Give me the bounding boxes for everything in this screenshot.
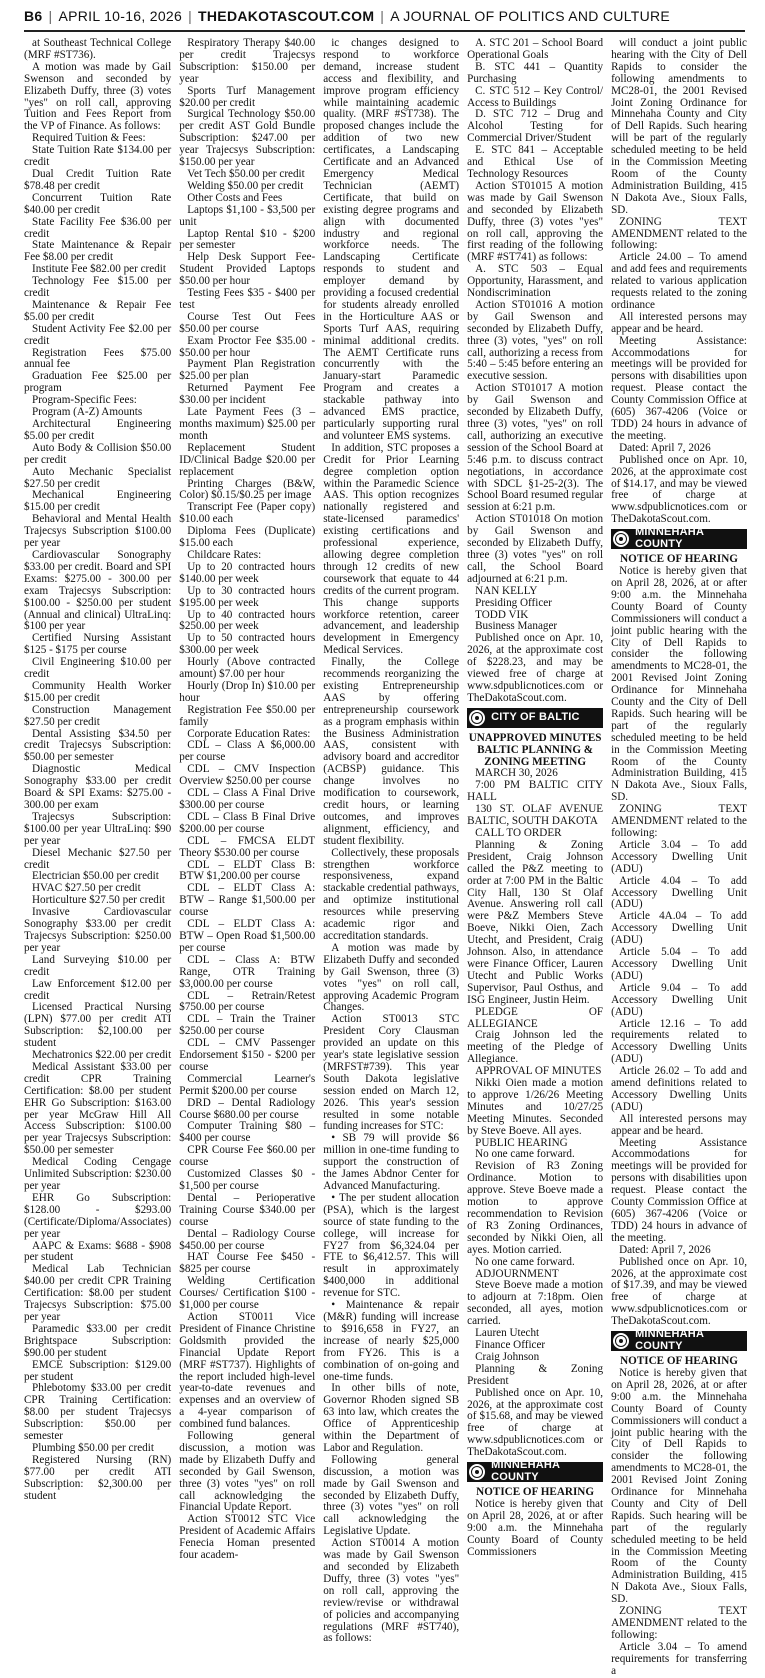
paragraph: No one came forward. [475, 1255, 575, 1268]
paragraph: Laptop Rental $10 - $200 per semester [179, 227, 316, 252]
paragraph: AAPC & Exams: $688 - $908 per student [24, 1239, 172, 1264]
paragraph: Notice is hereby given that on April 28, 2026, at or after 9:00 a.m. the Minnehaha County Board of County Commissioners will conduct a joint public hearing with the City of Dell Rapids to consider the following amendments to MC28-01, the 2001 Revised Joint Zoning Ordinance for Minnehaha County and City of Dell Rapids. Such hearing will be part of the regularly scheduled meeting to be held in the Commission Meeting Room of the County Administration Building, 415 N Dakota Ave., Sioux Falls, SD. [611, 1366, 747, 1606]
paragraph: at Southeast Technical College (MRF #ST736). [24, 37, 172, 61]
banner-label: CITY OF BALTIC [491, 710, 580, 723]
paragraph: D. STC 712 – Drug and Alcohol Testing for Commercial Driver/Student [467, 108, 604, 145]
paragraph: CDL – Retrain/Retest $750.00 per course [179, 989, 316, 1014]
paragraph: Customized Classes $0 - $1,500 per course [179, 1168, 316, 1192]
paragraph: Electrician $50.00 per credit [32, 870, 159, 883]
paragraph: NAN KELLY [475, 584, 538, 597]
paragraph: CDL – CMV Passenger Endorsement $150 - $200 per course [179, 1037, 316, 1073]
county-seal-icon [611, 529, 631, 549]
stc-minutes-end [467, 38, 603, 705]
paragraph: No one came forward. [475, 1148, 575, 1161]
paragraph: Student Activity Fee $2.00 per credit [24, 322, 172, 347]
paragraph: Printing Charges (B&W, Color) $0.15/$0.25 per image [179, 477, 316, 502]
paragraph: Nikki Oien made a motion to approve 1/26/26 Meeting Minutes and 10/27/25 Meeting Minutes. Seconded by Steve Boeve. All ayes. [467, 1077, 604, 1137]
paragraph: Maintenance & Repair Fee $5.00 per credit [24, 298, 172, 323]
site-name[interactable]: THEDAKOTASCOUT.COM [198, 8, 375, 24]
paragraph: Action ST0014 A motion was made by Gail Swenson and seconded by Elizabeth Duffy, three (3) votes "yes" on roll call, approving the review/revise or withdrawal of policies and accompanying regulations (MRF #ST740), as follows: [323, 1537, 460, 1645]
paragraph: Corporate Education Rates: [187, 727, 311, 740]
notice-body [611, 566, 747, 1328]
paragraph: Invasive Cardiovascular Sonography $33.00 per credit Trajecsys Subscription: $250.00 per year [24, 906, 172, 954]
paragraph: Action ST01018 On motion by Gail Swenson and seconded by Elizabeth Duffy, three (3) votes "yes" on roll call, the School Board adjourned at 6:21 p.m. [467, 513, 604, 585]
paragraph: Commercial Learner's Permit $200.00 per course [179, 1072, 316, 1097]
paragraph: Program-Specific Fees: [32, 394, 137, 407]
paragraph: Following general discussion, a motion was made by Elizabeth Duffy and seconded by Gail Swenson, three (3) votes "yes" on roll call acknowledging the Financial Update Report. [179, 1430, 316, 1514]
paragraph: Trajecsys Subscription: $100.00 per year UltraLinq: $90 per year [24, 810, 172, 847]
paragraph: HAT Course Fee $450 - $825 per course [179, 1251, 316, 1276]
paragraph: CALL TO ORDER [475, 827, 562, 839]
paragraph: Article 4A.04 – To add Accessory Dwelling Unit (ADU) [611, 910, 747, 947]
paragraph: Hourly (Above contracted amount) $7.00 per hour [179, 656, 316, 681]
paragraph: Construction Management $27.50 per credit [24, 703, 172, 728]
paragraph: C. STC 512 – Key Control/ Access to Buildings [467, 84, 604, 109]
paragraph: Steve Boeve made a motion to adjourn at 7:18pm. Oien seconded, all ayes, motion carried. [467, 1279, 604, 1328]
paragraph: Behavioral and Mental Health Trajecsys Subscription $100.00 per year [24, 513, 172, 550]
paragraph: MARCH 30, 2026 [475, 767, 558, 780]
paragraph: Paramedic $33.00 per credit Brightspace Subscription: $90.00 per student [24, 1322, 172, 1359]
paragraph: Dental – Radiology Course $450.00 per course [179, 1227, 316, 1252]
paragraph: Certified Nursing Assistant $125 - $175 per course [24, 632, 172, 657]
column-5 [611, 37, 747, 1677]
paragraph: Dental – Perioperative Training Course $340.00 per course [179, 1191, 316, 1228]
paragraph: Presiding Officer [475, 596, 552, 609]
paragraph: CDL – Class A $6,000.00 per course [179, 739, 316, 764]
paragraph: Revision of R3 Zoning Ordinance. Motion to approve. Steve Boeve made a motion to approve recommendation to Revision of R3 Zoning Ordinances, seconded by Nikki Oien, all ayes. Motion carried. [467, 1160, 604, 1256]
paragraph: Medical Lab Technician $40.00 per credit CPR Training Certification: $8.00 per student Trajecsys Subscription: $75.00 per year [24, 1263, 172, 1323]
paragraph: Computer Training $80 – $400 per course [179, 1120, 316, 1145]
paragraph: Surgical Technology $50.00 per credit AST Gold Bundle Subscription: $247.00 per year Trajecsys Subscription: $150.00 per year [179, 108, 316, 169]
paragraph: Craig Johnson [475, 1350, 540, 1363]
minnehaha-county-banner [611, 526, 747, 551]
public-notices [24, 37, 747, 1677]
paragraph: Other Costs and Fees [187, 191, 283, 204]
paragraph: Up to 40 contracted hours $250.00 per week [179, 608, 316, 633]
paragraph: Replacement Student ID/Clinical Badge $20.00 per replacement [179, 441, 316, 478]
paragraph: Community Health Worker $15.00 per credit [24, 679, 172, 704]
paragraph: Technology Fee $15.00 per credit [24, 275, 172, 300]
column-4 [467, 37, 604, 1558]
paragraph: All interested persons may appear and be heard. [611, 1112, 747, 1137]
paragraph: Childcare Rates: [187, 548, 262, 561]
paragraph: Up to 20 contracted hours $140.00 per week [179, 560, 316, 585]
paragraph: Action ST0011 Vice President of Finance Christine Goldsmith provided the Financial Update Report (MRF #ST737). Highlights of the report included high-level year-to-date revenues and expenses and an overview of a 4-year comparison of combined fund balances. [179, 1310, 316, 1431]
paragraph: Law Enforcement $12.00 per credit [24, 977, 172, 1002]
paragraph: CDL – Class A: BTW Range, OTR Training $3,000.00 per course [179, 953, 316, 990]
paragraph: Welding Certification Courses/ Certification $100 - $1,000 per course [179, 1275, 316, 1312]
notice-body [611, 1368, 747, 1678]
paragraph: Course Test Out Fees $50.00 per course [179, 310, 316, 335]
paragraph: Meeting Assistance Accommodations for meetings will be provided for persons with disabilities upon request. Please contact the County Commission Office at (605) 367-4206 (Voice or TDD) 24 hours in advance of the meeting. [611, 1136, 747, 1244]
paragraph: Registration Fees $75.00 annual fee [24, 346, 172, 371]
paragraph: Mechatronics $22.00 per credit [32, 1049, 172, 1062]
paragraph: Vet Tech $50.00 per credit [187, 167, 305, 180]
paragraph: Action ST01017 A motion by Gail Swenson and seconded by Elizabeth Duffy, three (3) votes, "yes" on roll call, authorizing an executive session of the School Board at 5:46 p.m. to discuss contract negotiations, in accordance with SDCL §1-25-2(3). The School Board resumed regular session at 6:21 p.m. [467, 382, 604, 514]
baltic-minutes-body [467, 768, 603, 1459]
paragraph: Collectively, these proposals strengthen workforce responsiveness, expand stackable credential pathways, and optimize institutional resources while preserving academic rigor and accreditation standards. [323, 846, 460, 942]
paragraph: Published once on Apr. 10, 2026, at the approximate cost of $14.17, and may be viewed free of charge at www.sdpublicnotices.com or TheDakotaScout.com. [611, 453, 747, 526]
banner-label: MINNEHAHA COUNTY [635, 1328, 705, 1353]
paragraph: Late Payment Fees (3 – months maximum) $25.00 per month [179, 406, 316, 442]
paragraph: HVAC $27.50 per credit [32, 882, 141, 895]
paragraph: Registered Nursing (RN) $77.00 per credit ATI Subscription: $2,300.00 per student [24, 1453, 172, 1502]
paragraph: Auto Mechanic Specialist $27.50 per credit [24, 465, 172, 490]
paragraph: Medical Assistant $33.00 per credit CPR Training Certification: $8.00 per student EHR Go Subscription: $163.00 per year McGraw Hill All Access Subscription: $100.00 per year Trajecsys Subscription: $50.00 per semester [24, 1060, 172, 1157]
paragraph: Up to 50 contracted hours $300.00 per week [179, 632, 316, 657]
paragraph: Sports Turf Management $20.00 per credit [179, 84, 316, 109]
paragraph: Planning & Zoning President [467, 1362, 604, 1387]
paragraph: ZONING TEXT AMENDMENT related to the following: [611, 1605, 747, 1641]
paragraph: Returned Payment Fee $30.00 per incident [179, 382, 316, 407]
city-of-baltic-banner [467, 708, 603, 728]
paragraph: Following general discussion, a motion was made by Gail Swenson and seconded by Elizabeth Duffy, three (3) votes "yes" on roll call acknowledging the Legislative Update. [323, 1453, 460, 1538]
paragraph: Diploma Fees (Duplicate) $15.00 each [179, 525, 316, 550]
paragraph: Medical Coding Cengage Unlimited Subscription: $230.00 per year [24, 1156, 172, 1192]
paragraph: Dated: April 7, 2026 [619, 1243, 711, 1256]
minnehaha-county-banner [467, 1459, 603, 1484]
paragraph: Dual Credit Tuition Rate $78.48 per credit [24, 167, 172, 192]
notice-title: NOTICE OF HEARING [620, 1355, 738, 1368]
paragraph: Article 12.16 – To add requirements related to Accessory Dwelling Units (ADU) [611, 1017, 747, 1066]
paragraph: Action ST0013 STC President Cory Clausman provided an update on this year's state legislative session (MRFST#739). This year South Dakota legislative session ended on March 12, 2026. This year's session resulted in some notable funding increases for STC: [323, 1013, 460, 1133]
paragraph: Civil Engineering $10.00 per credit [24, 656, 172, 681]
paragraph: Auto Body & Collision $50.00 per credit [24, 441, 172, 466]
paragraph: Article 9.04 – To add Accessory Dwelling Unit (ADU) [611, 981, 747, 1018]
paragraph: CDL – ELDT Class A: BTW – Range $1,500.00 per course [179, 882, 316, 919]
paragraph: Help Desk Support Fee-Student Provided Laptops $50.00 per hour [179, 251, 316, 288]
paragraph: Plumbing $50.00 per credit [32, 1441, 154, 1454]
paragraph: • The per student allocation (PSA), which is the largest source of state funding to the college, will increase for FY27 from $6,324.04 per FTE to $6,412.57. This will result in approximately $400,000 in additional revenue for STC. [323, 1191, 460, 1300]
paragraph: Meeting Assistance: Accommodations for meetings will be provided for persons with disabilities upon request. Please contact the County Commission Office at (605) 367-4206 (Voice or TDD) 24 hours in advance of the meeting. [611, 334, 747, 442]
paragraph: Action ST0012 STC Vice President of Academic Affairs Fenecia Homan presented four academ- [179, 1513, 316, 1562]
county-seal-icon [467, 708, 487, 728]
paragraph: Diagnostic Medical Sonography $33.00 per credit Board & SPI Exams: $275.00 - 300.00 per exam [24, 763, 172, 811]
notice-title: NOTICE OF HEARING [620, 553, 738, 566]
paragraph: Horticulture $27.50 per credit [32, 894, 166, 907]
paragraph: • Maintenance & repair (M&R) funding will increase to $916,658 in FY27, an increase of nearly $25,000 from FY26. This is a combination of on-going and one-time funds. [323, 1299, 460, 1383]
paragraph: Hourly (Drop In) $10.00 per hour [179, 679, 316, 704]
banner-label: MINNEHAHA COUNTY [491, 1459, 561, 1484]
paragraph: Finance Officer [475, 1338, 546, 1351]
paragraph: CDL – ELDT Class B: BTW $1,200.00 per course [179, 858, 316, 883]
paragraph: Transcript Fee (Paper copy) $10.00 each [179, 501, 316, 526]
paragraph: E. STC 841 – Acceptable and Ethical Use of Technology Resources [467, 144, 604, 180]
paragraph: will conduct a joint public hearing with the City of Dell Rapids to consider the following amendments to MC28-01, the 2001 Revised Joint Zoning Ordinance for Minnehaha County and City of Dell Rapids. Such hearing will be part of the regularly scheduled meeting to be held in the Commission Meeting Room of the County Administration Building, 415 N Dakota Ave., Sioux Falls, SD. [611, 37, 747, 216]
paragraph: DRD – Dental Radiology Course $680.00 per course [179, 1096, 316, 1121]
paragraph: CDL – Class A Final Drive $300.00 per course [179, 787, 316, 811]
paragraph: Graduation Fee $25.00 per program [24, 370, 172, 395]
paragraph: Program (A-Z) Amounts [32, 406, 143, 419]
paragraph: State Tuition Rate $134.00 per credit [24, 144, 172, 169]
column-2 [179, 37, 316, 1562]
paragraph: Licensed Practical Nursing (LPN) $77.00 per credit ATI Subscription: $2,100.00 per student [24, 1001, 172, 1050]
paragraph: EHR Go Subscription: $128.00 - $293.00 (Certificate/Diploma/Associates) per year [24, 1191, 172, 1240]
paragraph: Laptops $1,100 - $3,500 per unit [179, 203, 316, 228]
paragraph: Notice is hereby given that on April 28, 2026, at or after 9:00 a.m. the Minnehaha County Board of County Commissioners will conduct a joint public hearing with the City of Dell Rapids to consider the following amendments to MC28-01, the 2001 Revised Joint Zoning Ordinance for Minnehaha County and the City of Dell Rapids. Such hearing will be part of the regularly scheduled meeting to be held in the Commission Meeting Room of the County Administration Building, 415 N Dakota Ave., Sioux Falls, SD. [611, 565, 747, 804]
paragraph: ZONING TEXT AMENDMENT related to the following: [611, 215, 747, 252]
paragraph: A. STC 503 – Equal Opportunity, Harassment, and Nondiscrimination [467, 263, 604, 300]
paragraph: ic changes designed to respond to workforce demand, increase student access and flexibility, and improve program efficiency while maintaining academic quality. (MRF #ST738). The proposed changes include the addition of two new certificates, a Landscaping Certificate and an Advanced Emergency Medical Technician (AEMT) Certificate, that build on existing degree programs and align with documented industry and regional workforce needs. The Landscaping Certificate responds to student and employer demand by providing a focused credential for students already enrolled in the Horticulture AAS or Sports Turf AAS, requiring minimal additional credits. The AEMT Certificate runs concurrently with the January-start Paramedic Program and creates a stackable pathway into advanced EMS practice, particularly supporting rural and volunteer EMS systems. [323, 37, 460, 442]
paragraph: EMCE Subscription: $129.00 per student [24, 1358, 172, 1383]
paragraph: Article 26.02 – To add and amend definitions related to Accessory Dwelling Units (ADU) [611, 1065, 747, 1113]
paragraph: CDL – FMCSA ELDT Theory $530.00 per course [179, 834, 316, 859]
paragraph: Business Manager [475, 620, 558, 633]
paragraph: CDL – Class B Final Drive $200.00 per course [179, 810, 316, 835]
paragraph: Required Tuition & Fees: [32, 132, 146, 145]
column-3 [323, 37, 460, 1645]
paragraph: A motion was made by Elizabeth Duffy and seconded by Gail Swenson, three (3) votes "yes" on roll call, approving Academic Program Changes. [323, 941, 460, 1014]
paragraph: CDL – CMV Inspection Overview $250.00 per course [179, 763, 316, 788]
paragraph: Registration Fee $50.00 per family [179, 703, 316, 728]
paragraph: Dental Assisting $34.50 per credit Trajecsys Subscription: $50.00 per semester [24, 727, 172, 764]
paragraph: TODD VIK [475, 608, 529, 621]
paragraph: All interested persons may appear and be heard. [611, 310, 747, 335]
paragraph: Land Surveying $10.00 per credit [24, 953, 172, 978]
paragraph: Institute Fee $82.00 per credit [32, 263, 166, 276]
paragraph: State Maintenance & Repair Fee $8.00 per credit [24, 239, 172, 264]
paragraph: Action ST01015 A motion was made by Gail Swenson and seconded by Elizabeth Duffy, three (3) votes "yes" on roll call, approving the first reading of the following (MRF #ST741) as follows: [467, 179, 604, 264]
paragraph: Phlebotomy $33.00 per credit CPR Training Certification: $8.00 per student Trajecsys Subscription: $50.00 per semester [24, 1382, 172, 1443]
paragraph: Published once on Apr. 10, 2026, at the approximate cost of $17.39, and may be viewed free of charge at www.sdpublicnotices.com or TheDakotaScout.com. [611, 1255, 747, 1328]
paragraph: • SB 79 will provide $6 million in one-time funding to support the construction of the James Abdnor Center for Advanced Manufacturing. [323, 1132, 460, 1192]
paragraph: CDL – ELDT Class A: BTW – Open Road $1,500.00 per course [179, 918, 316, 954]
paragraph: PUBLIC HEARING [475, 1136, 568, 1149]
paragraph: Testing Fees $35 - $400 per test [179, 287, 316, 311]
paragraph: Planning & Zoning President, Craig Johnson called the P&Z meeting to order at 7:00 PM in the Baltic City Hall, 130 St Olaf Avenue. Answering roll call were P&Z Members Steve Boeve, Nikki Oien, Zach Utecht, and President, Craig Johnson. Also, in attendance were Finance Officer, Lauren Utecht and Public Works Supervisor, Paul Osthus, and ISG Engineer, Justin Heim. [467, 838, 604, 1006]
paragraph: A motion was made by Gail Swenson and seconded by Elizabeth Duffy, three (3) votes "yes" on roll call, approving Tuition and Fees Report from the VP of Finance. As follows: [24, 60, 172, 133]
paragraph: Up to 30 contracted hours $195.00 per week [179, 584, 316, 609]
county-seal-icon [467, 1462, 487, 1482]
notice-continued [611, 38, 747, 526]
paragraph: Dated: April 7, 2026 [619, 441, 711, 454]
paragraph: 7:00 PM BALTIC CITY HALL [467, 779, 604, 804]
paragraph: A. STC 201 – School Board Operational Goals [467, 37, 604, 61]
paragraph: Article 24.00 – To amend and add fees and requirements related to various application requests related to the zoning ordinance [611, 251, 747, 311]
paragraph: Action ST01016 A motion by Gail Swenson and seconded by Elizabeth Duffy, three (3) votes, "yes" on roll call, authorizing a recess from 5:40 – 5:45 before entering an executive session. [467, 298, 604, 383]
paragraph: Article 4.04 – To add Accessory Dwelling Unit (ADU) [611, 874, 747, 911]
paragraph: In addition, STC proposes a Credit for Prior Learning degree completion option within the Paramedic Science AAS. This option recognizes nationally registered and state-licensed paramedics' existing certifications and professional experience, allowing degree completion through 12 credits of new coursework that equate to 44 credits of the current program. This change supports workforce retention, career advancement, and leadership development in Emergency Medical Services. [323, 441, 460, 657]
paragraph: Concurrent Tuition Rate $40.00 per credit [24, 191, 172, 216]
paragraph: 130 ST. OLAF AVENUE BALTIC, SOUTH DAKOTA [467, 803, 604, 828]
tagline: A JOURNAL OF POLITICS AND CULTURE [390, 8, 671, 24]
paragraph: PLEDGE OF ALLEGIANCE [467, 1005, 604, 1030]
paragraph: Published once on Apr. 10, 2026, at the approximate cost of $15.68, and may be viewed free of charge at www.sdpublicnotices.com or TheDakotaScout.com. [467, 1386, 604, 1459]
paragraph: Payment Plan Registration $25.00 per plan [179, 358, 316, 383]
paragraph: Article 5.04 – To add Accessory Dwelling Unit (ADU) [611, 946, 747, 982]
baltic-minutes-title: UNAPPROVED MINUTES BALTIC PLANNING & ZONING MEETING [468, 731, 602, 768]
notice-body: Notice is hereby given that on April 28, 2026, at or after 9:00 a.m. the Minnehaha County Board of County Commissioners [467, 1497, 604, 1558]
paragraph: ADJOURNMENT [475, 1267, 559, 1280]
paragraph: Architectural Engineering $5.00 per credit [24, 418, 172, 442]
page-number: B6 [24, 8, 43, 24]
paragraph: Finally, the College recommends reorganizing the existing Entrepreneurship AAS by offering entrepreneurship coursework as a program emphasis within the Business Administration AAS, consistent with advisory board and accreditor (ACBSP) guidance. This change involves no modification to coursework, credit hours, or learning outcomes, and improves alignment, efficiency, and student flexibility. [323, 656, 460, 847]
paragraph: Article 3.04 – To add Accessory Dwelling Unit (ADU) [611, 838, 747, 875]
paragraph: Cardiovascular Sonography $33.00 per credit. Board and SPI Exams: $275.00 - 300.00 per exam Trajecsys Subscription: $100.00 - $250.00 per student (Annual and clinical) UltraLinq: $100 per year [24, 548, 172, 633]
banner-label: MINNEHAHA COUNTY [635, 526, 705, 551]
notice-title: NOTICE OF HEARING [476, 1486, 594, 1499]
county-seal-icon [611, 1331, 631, 1351]
paragraph: APPROVAL OF MINUTES [475, 1065, 602, 1078]
minnehaha-county-banner [611, 1328, 747, 1353]
paragraph: Article 3.04 – To amend requirements for transferring a [611, 1640, 747, 1677]
paragraph: CDL – Train the Trainer $250.00 per course [179, 1013, 316, 1038]
paragraph: Published once on Apr. 10, 2026, at the approximate cost of $228.23, and may be viewed free of charge at www.sdpublicnotices.com or TheDakotaScout.com. [467, 632, 604, 704]
paragraph: ZONING TEXT AMENDMENT related to the following: [611, 803, 747, 839]
paragraph: Diesel Mechanic $27.50 per credit [24, 846, 172, 871]
paragraph: State Facility Fee $36.00 per credit [24, 215, 172, 240]
column-1 [24, 37, 172, 1502]
page-header: B6 | APRIL 10-16, 2026 | THEDAKOTASCOUT.COM | A JOURNAL OF POLITICS AND CULTURE [24, 8, 745, 32]
paragraph: Respiratory Therapy $40.00 per credit Trajecsys Subscription: $150.00 per year [179, 37, 316, 85]
issue-date: APRIL 10-16, 2026 [58, 8, 183, 24]
paragraph: In other bills of note, Governor Rhoden signed SB 63 into law, which creates the Office of Apprenticeship within the Department of Labor and Regulation. [323, 1382, 460, 1454]
paragraph: Mechanical Engineering $15.00 per credit [24, 489, 172, 514]
paragraph: Exam Proctor Fee $35.00 - $50.00 per hour [179, 334, 316, 359]
paragraph: B. STC 441 – Quantity Purchasing [467, 60, 604, 85]
paragraph: CPR Course Fee $60.00 per course [179, 1144, 316, 1169]
paragraph: Lauren Utecht [475, 1327, 540, 1340]
paragraph: Welding $50.00 per credit [187, 179, 304, 192]
paragraph: Craig Johnson led the meeting of the Pledge of Allegiance. [467, 1029, 604, 1066]
